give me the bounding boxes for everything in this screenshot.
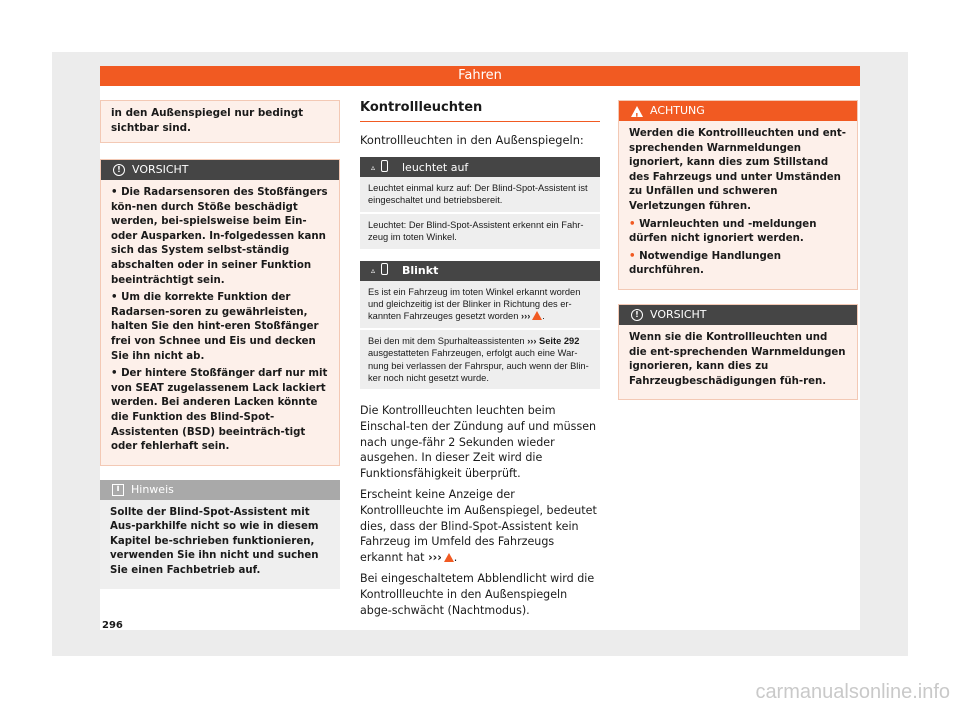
- cross-reference[interactable]: ›››: [521, 311, 531, 322]
- mirror-warning-icon: [373, 160, 389, 172]
- column-left: [100, 100, 340, 589]
- caution-body: [101, 180, 339, 465]
- warning-box: [618, 100, 858, 290]
- caution-box: [100, 159, 340, 466]
- paragraph: Erscheint keine Anzeige der Kontrollleuchte im Außenspiegel, bedeutet dies, dass der Blind-Spot-Assistent kein Fahrzeug im Umfeld des Fahrzeugs erkannt hat ››› .: [360, 488, 597, 564]
- caution-header: [619, 305, 857, 325]
- warning-triangle-icon: [532, 311, 542, 320]
- section-subtitle: Kontrollleuchten in den Außenspiegeln:: [360, 133, 584, 147]
- section-title: Kontrollleuchten: [360, 100, 600, 122]
- hint-label: Hinweis: [131, 482, 174, 496]
- caution-icon: !: [631, 309, 643, 321]
- table-row: Leuchtet einmal kurz auf: Der Blind-Spot-Assistent ist eingeschaltet und betriebsbereit.: [360, 177, 600, 214]
- cross-reference[interactable]: ›››: [428, 550, 442, 564]
- caution-bullet: • Um die korrekte Funktion der Radarsen-soren zu gewährleisten, halten Sie den hint-eren Stoßfänger frei von Schnee und Eis und decken Sie ihn nicht ab.: [111, 291, 329, 364]
- table-row-text: ausgestatteten Fahrzeugen, erfolgt auch eine War-nung bei verlassen der Fahrspur, auch wenn der Blin-ker noch nicht gesetzt wurde.: [368, 348, 589, 384]
- caution-text: Wenn sie die Kontrollleuchten und die ent-sprechenden Warnmeldungen ignorieren, kann dies zu Fahrzeugbeschädigungen füh-ren.: [629, 331, 846, 387]
- table-row: Es ist ein Fahrzeug im toten Winkel erkannt worden und gleichzeitig ist der Blinker in Richtung des er-kannten Fahrzeuges gesetzt worden ››› .: [360, 281, 600, 330]
- page-number: 296: [102, 620, 123, 631]
- table-header-lit: [360, 157, 600, 177]
- warning-bullet: • Notwendige Handlungen durchführen.: [629, 250, 847, 279]
- caution-body: [619, 325, 857, 399]
- caution-bullet: • Der hintere Stoßfänger darf nur mit von SEAT zugelassenem Lack lackiert werden. Bei anderen Lacken könnte die Funktion des Blind-Spot-Assistenten (BSD) beeinträch-tigt oder fehlerhaft sein.: [111, 367, 329, 455]
- caution-icon: !: [113, 164, 125, 176]
- hint-text: Sollte der Blind-Spot-Assistent mit Aus-parkhilfe nicht so wie in diesem Kapitel be-schrieben funktionieren, verwenden Sie ihn nicht und suchen Sie einen Fachbetrieb auf.: [110, 506, 319, 577]
- hint-box: [100, 480, 340, 589]
- continued-text-box: in den Außenspiegel nur bedingt sichtbar sind.: [100, 100, 340, 143]
- column-right: [618, 100, 858, 400]
- table-header-label: leuchtet auf: [402, 160, 469, 174]
- table-row-text: Bei den mit dem Spurhalteassistenten: [368, 335, 525, 346]
- info-icon: i: [112, 484, 124, 496]
- warning-body: [619, 121, 857, 289]
- warning-triangle-icon: [444, 553, 454, 562]
- table-row: [360, 330, 600, 392]
- warning-header: [619, 101, 857, 121]
- paragraph: Die Kontrollleuchten leuchten beim Einschal-ten der Zündung auf und müssen nach unge-fähr 2 Sekunden wieder ausgehen. In dieser Zeit wird die Funktionsfähigkeit überprüft.: [360, 404, 597, 480]
- caution-box: [618, 304, 858, 400]
- mirror-warning-icon: [373, 263, 389, 275]
- table-header-blink: [360, 261, 600, 281]
- paragraph: Bei eingeschaltetem Abblendlicht wird die Kontrollleuchte in den Außenspiegeln abge-schwächt (Nachtmodus).: [360, 572, 595, 617]
- page-header: Fahren: [100, 66, 860, 86]
- caution-label: VORSICHT: [650, 307, 707, 321]
- table-row-text: Es ist ein Fahrzeug im toten Winkel erkannt worden und gleichzeitig ist der Blinker in Richtung des er-kannten Fahrzeuges gesetzt worden: [368, 286, 581, 322]
- warning-bullet: • Warnleuchten und -meldungen dürfen nicht ignoriert werden.: [629, 218, 847, 247]
- warning-triangle-icon: [631, 106, 643, 117]
- hint-body: [100, 500, 340, 589]
- warning-label: ACHTUNG: [650, 104, 705, 117]
- table-row: Leuchtet: Der Blind-Spot-Assistent erkennt ein Fahr-zeug im toten Winkel.: [360, 214, 600, 251]
- caution-bullet: • Die Radarsensoren des Stoßfängers kön-nen durch Stöße beschädigt werden, bei-spielsweise beim Ein- oder Ausparken. In-folgedessen kann sich das System selbst-ständig abschalten oder in seiner Funktion beeinträchtigt sein.: [111, 186, 329, 288]
- warning-text: Werden die Kontrollleuchten und ent-sprechenden Warnmeldungen ignoriert, kann dies zum Stillstand des Fahrzeugs und unter Umständen zu Unfällen und schweren Verletzungen führen.: [629, 128, 847, 212]
- page-reference-link[interactable]: ››› Seite 292: [527, 335, 580, 346]
- paragraph-text: Erscheint keine Anzeige der Kontrollleuchte im Außenspiegel, bedeutet dies, dass der Blind-Spot-Assistent kein Fahrzeug im Umfeld des Fahrzeugs erkannt hat: [360, 488, 597, 564]
- watermark: carmanualsonline.info: [755, 681, 950, 703]
- caution-label: VORSICHT: [132, 163, 189, 176]
- table-header-label: Blinkt: [402, 264, 439, 278]
- hint-header: [100, 480, 340, 500]
- column-middle: [360, 100, 600, 624]
- caution-header: [101, 160, 339, 180]
